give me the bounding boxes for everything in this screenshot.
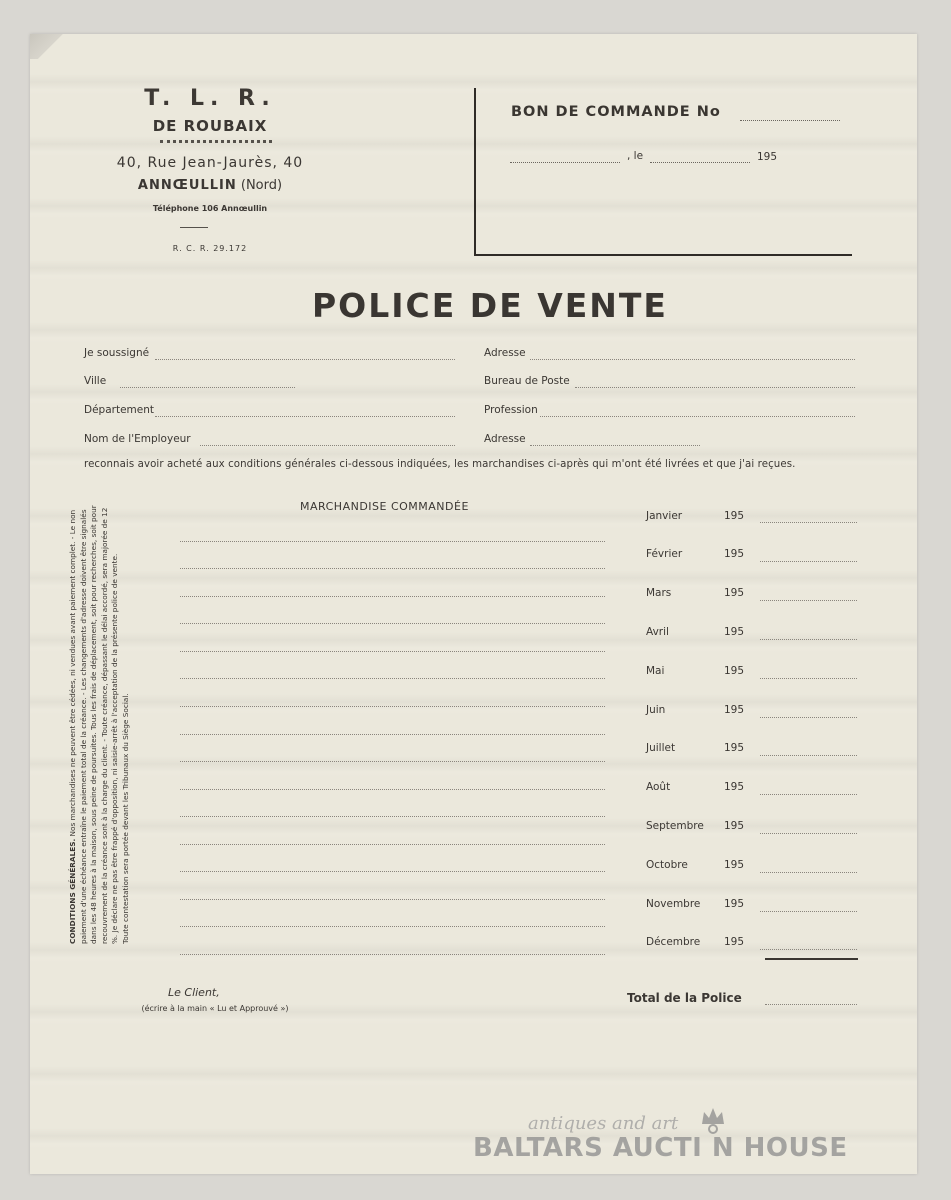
order-year: 195 [757,151,778,163]
schedule-year: 195 [724,510,745,522]
schedule-year: 195 [724,781,745,793]
merchandise-line[interactable] [180,706,605,707]
schedule-amount-field[interactable] [760,600,857,601]
schedule-month: Septembre [646,820,704,832]
merchandise-line[interactable] [180,816,605,817]
schedule-year: 195 [724,665,745,677]
order-number-label: BON DE COMMANDE No [511,104,721,120]
order-form-sheet [30,34,917,1174]
merchandise-line[interactable] [180,761,605,762]
document-title: POLICE DE VENTE [312,286,668,325]
total-field[interactable] [765,1004,857,1005]
schedule-year: 195 [724,820,745,832]
merchandise-line[interactable] [180,734,605,735]
order-number-field[interactable] [740,120,840,121]
schedule-amount-field[interactable] [760,561,857,562]
schedule-amount-field[interactable] [760,794,857,795]
order-date-field[interactable] [650,162,750,163]
company-phone: Téléphone 106 Annœullin [152,204,268,213]
watermark-tagline: antiques and art [528,1113,679,1134]
field-profession-input[interactable] [540,416,855,417]
schedule-month: Décembre [646,936,701,948]
field-label-bureau-poste: Bureau de Poste [484,375,570,387]
schedule-year: 195 [724,898,745,910]
schedule-month: Mars [646,587,672,599]
merchandise-line[interactable] [180,568,605,569]
merchandise-line[interactable] [180,541,605,542]
company-city: DE ROUBAIX [152,117,268,135]
order-date-label: , le [627,150,644,162]
schedule-year: 195 [724,587,745,599]
conditions-paragraph [68,504,121,944]
crown-icon [698,1104,728,1134]
town-name: ANNŒULLIN [137,178,237,193]
field-label-adresse: Adresse [484,347,526,359]
field-label-soussigne: Je soussigné [84,347,150,359]
schedule-year: 195 [724,859,745,871]
schedule-month: Août [646,781,671,793]
schedule-year: 195 [724,626,745,638]
merchandise-line[interactable] [180,899,605,900]
total-label: Total de la Police [627,991,742,1005]
folded-corner [30,34,70,59]
company-name: T. L. R. [144,86,276,111]
schedule-month: Mai [646,665,665,677]
conditions-jurisdiction: Toute contestation sera portée devant les Tribunaux du Siège Social. [120,693,130,944]
schedule-amount-field[interactable] [760,755,857,756]
merchandise-line[interactable] [180,678,605,679]
field-ville-input[interactable] [120,387,295,388]
general-conditions [68,504,163,944]
schedule-month: Octobre [646,859,688,871]
merchandise-line[interactable] [180,844,605,845]
total-rule [765,958,858,960]
schedule-month: Février [646,548,683,560]
schedule-amount-field[interactable] [760,872,857,873]
merchandise-line[interactable] [180,954,605,955]
conditions-heading: CONDITIONS GÉNÉRALES. [68,838,77,944]
field-departement-input[interactable] [155,416,455,417]
schedule-amount-field[interactable] [760,911,857,912]
field-label-employeur: Nom de l'Employeur [84,433,191,445]
schedule-year: 195 [724,936,745,948]
merchandise-line[interactable] [180,623,605,624]
watermark-brand: BALTARS AUCTI N HOUSE [473,1133,848,1163]
field-employeur-input[interactable] [200,445,455,446]
schedule-amount-field[interactable] [760,717,857,718]
client-signature-note: (écrire à la main « Lu et Approuvé ») [141,1004,289,1013]
schedule-amount-field[interactable] [760,833,857,834]
acknowledgement-text: reconnais avoir acheté aux conditions générales ci-dessous indiquées, les marchandises ci-après qui m'ont été livrées et que j'ai reçues. [84,459,796,470]
field-adresse-input[interactable] [530,359,855,360]
merchandise-line[interactable] [180,596,605,597]
schedule-month: Juin [646,704,666,716]
region-name: (Nord) [240,178,283,193]
schedule-month: Juillet [646,742,676,754]
field-adresse-employeur-input[interactable] [530,445,700,446]
client-signature-label: Le Client, [168,986,220,999]
field-bureau-poste-input[interactable] [575,387,855,388]
merchandise-line[interactable] [180,789,605,790]
schedule-month: Avril [646,626,669,638]
company-street: 40, Rue Jean-Jaurès, 40 [116,155,304,171]
merchandise-line[interactable] [180,871,605,872]
field-label-departement: Département [84,404,154,416]
order-box-left-border [474,88,476,254]
header-divider [180,227,208,228]
field-label-profession: Profession [484,404,538,416]
schedule-amount-field[interactable] [760,949,857,950]
order-place-field[interactable] [510,162,620,163]
schedule-amount-field[interactable] [760,522,857,523]
schedule-amount-field[interactable] [760,678,857,679]
order-box-bottom-border [474,254,852,256]
schedule-year: 195 [724,704,745,716]
field-label-adresse-employeur: Adresse [484,433,526,445]
field-label-ville: Ville [84,375,107,387]
schedule-year: 195 [724,548,745,560]
merchandise-line[interactable] [180,926,605,927]
field-soussigne-input[interactable] [155,359,455,360]
conditions-text: Nos marchandises ne peuvent être cédées, ni vendues avant paiement complet. - Le non paiement d'une échéance entraîne le paiement total de la créance. - Les changements d'adresse doivent être signalés dans les 48 heures à la maison, sous peine de poursuites. Tous les frais de déplacement, soit pour recherches, soit pour recouvrement de la créance sont à la charge du client. - Toute créance, dépassant le délai accordé, sera majorée de 12 %. Je déclare ne pas être frappé d'opposition, ni saisie-arrêt à l'acceptation de la présente police de vente. [68,505,119,944]
merchandise-line[interactable] [180,651,605,652]
schedule-month: Novembre [646,898,701,910]
ornament-divider [160,140,272,147]
merchandise-heading: MARCHANDISE COMMANDÉE [300,500,469,513]
schedule-year: 195 [724,742,745,754]
schedule-month: Janvier [646,510,683,522]
schedule-amount-field[interactable] [760,639,857,640]
company-registry: R. C. R. 29.172 [172,244,248,253]
company-town [90,178,330,193]
